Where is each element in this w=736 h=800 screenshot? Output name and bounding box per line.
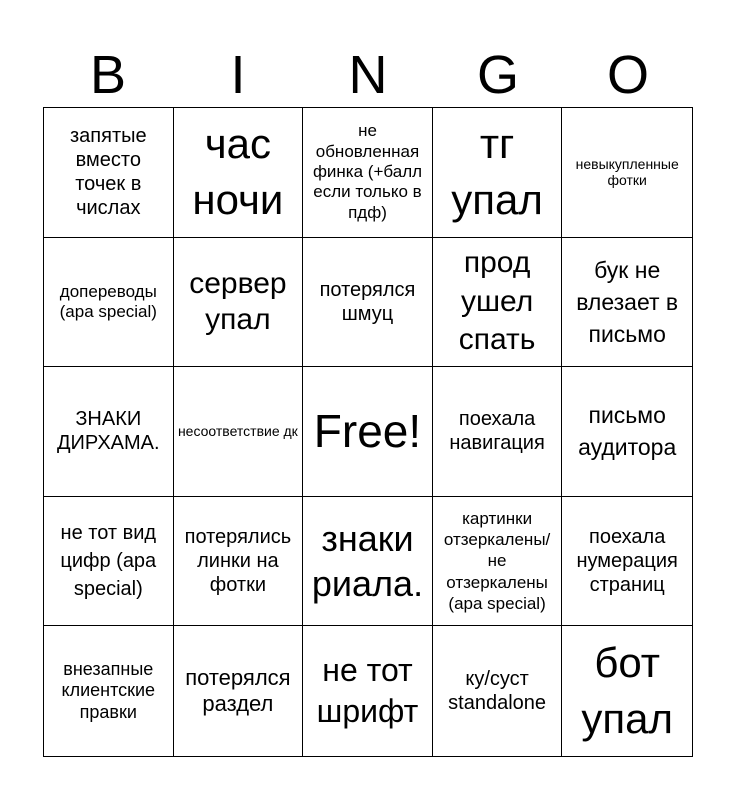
bingo-cell[interactable]	[433, 497, 563, 627]
header-letter-g: G	[476, 45, 519, 105]
bingo-cell[interactable]	[303, 497, 433, 627]
cell-text: не тот шрифт	[316, 651, 419, 730]
bingo-cell[interactable]	[174, 238, 304, 368]
bingo-cell[interactable]	[303, 238, 433, 368]
bingo-cell[interactable]	[174, 497, 304, 627]
bingo-cell[interactable]	[433, 238, 563, 368]
bingo-cell[interactable]	[44, 497, 174, 627]
cell-text: бук не влезает в письмо	[576, 256, 679, 347]
bingo-cell[interactable]	[433, 108, 563, 238]
bingo-cell[interactable]	[174, 367, 304, 497]
cell-text: час ночи	[192, 119, 284, 224]
free-space[interactable]	[303, 367, 433, 497]
cell-text: поехала нумерация страниц	[576, 526, 678, 597]
cell-text: тг упал	[451, 119, 543, 224]
cell-text: поехала навигация	[449, 408, 545, 455]
cell-text: сервер упал	[189, 266, 287, 336]
cell-text: прод ушел спать	[458, 246, 536, 357]
bingo-cell[interactable]	[303, 108, 433, 238]
bingo-cell[interactable]	[174, 108, 304, 238]
cell-text: запятые вместо точек в числах	[69, 125, 147, 220]
cell-text: Free!	[313, 404, 422, 457]
cell-text: не обновленная финка (+балл если только в пдф)	[312, 121, 423, 222]
cell-text: несоответствие дк	[177, 423, 298, 440]
cell-text: бот упал	[581, 638, 673, 743]
bingo-cell[interactable]	[303, 626, 433, 756]
cell-text: невыкупленные фотки	[575, 155, 679, 189]
bingo-cell[interactable]	[174, 626, 304, 756]
cell-text: ку/суст standalone	[448, 668, 547, 715]
bingo-cell[interactable]	[44, 238, 174, 368]
cell-text: допереводы (apa special)	[59, 281, 157, 321]
cell-text: не тот вид цифр (apa special)	[60, 522, 157, 601]
cell-text: знаки риала.	[311, 518, 424, 605]
cell-text: письмо аудитора	[578, 402, 677, 461]
bingo-cell[interactable]	[562, 108, 692, 238]
cell-text: потерялись линки на фотки	[184, 526, 292, 597]
header-letter-b: B	[89, 45, 127, 105]
bingo-cell[interactable]	[562, 626, 692, 756]
bingo-cell[interactable]	[44, 626, 174, 756]
bingo-cell[interactable]	[562, 497, 692, 627]
cell-text: потерялся раздел	[185, 664, 291, 717]
bingo-cell[interactable]	[433, 367, 563, 497]
header-letter-i: I	[230, 45, 246, 105]
header-letter-o: O	[606, 45, 649, 105]
cell-text: потерялся шмуц	[319, 278, 416, 325]
bingo-cell[interactable]	[562, 367, 692, 497]
bingo-header	[43, 40, 693, 110]
cell-text: картинки отзеркалены/не отзеркалены (apa special)	[443, 508, 551, 613]
bingo-cell[interactable]	[44, 367, 174, 497]
bingo-cell[interactable]	[562, 238, 692, 368]
bingo-cell[interactable]	[433, 626, 563, 756]
cell-text: ЗНАКИ ДИРХАМА.	[56, 408, 160, 455]
bingo-cell[interactable]	[44, 108, 174, 238]
header-letter-n: N	[348, 45, 388, 105]
bingo-board	[43, 107, 693, 757]
cell-text: внезапные клиентские правки	[61, 658, 156, 722]
